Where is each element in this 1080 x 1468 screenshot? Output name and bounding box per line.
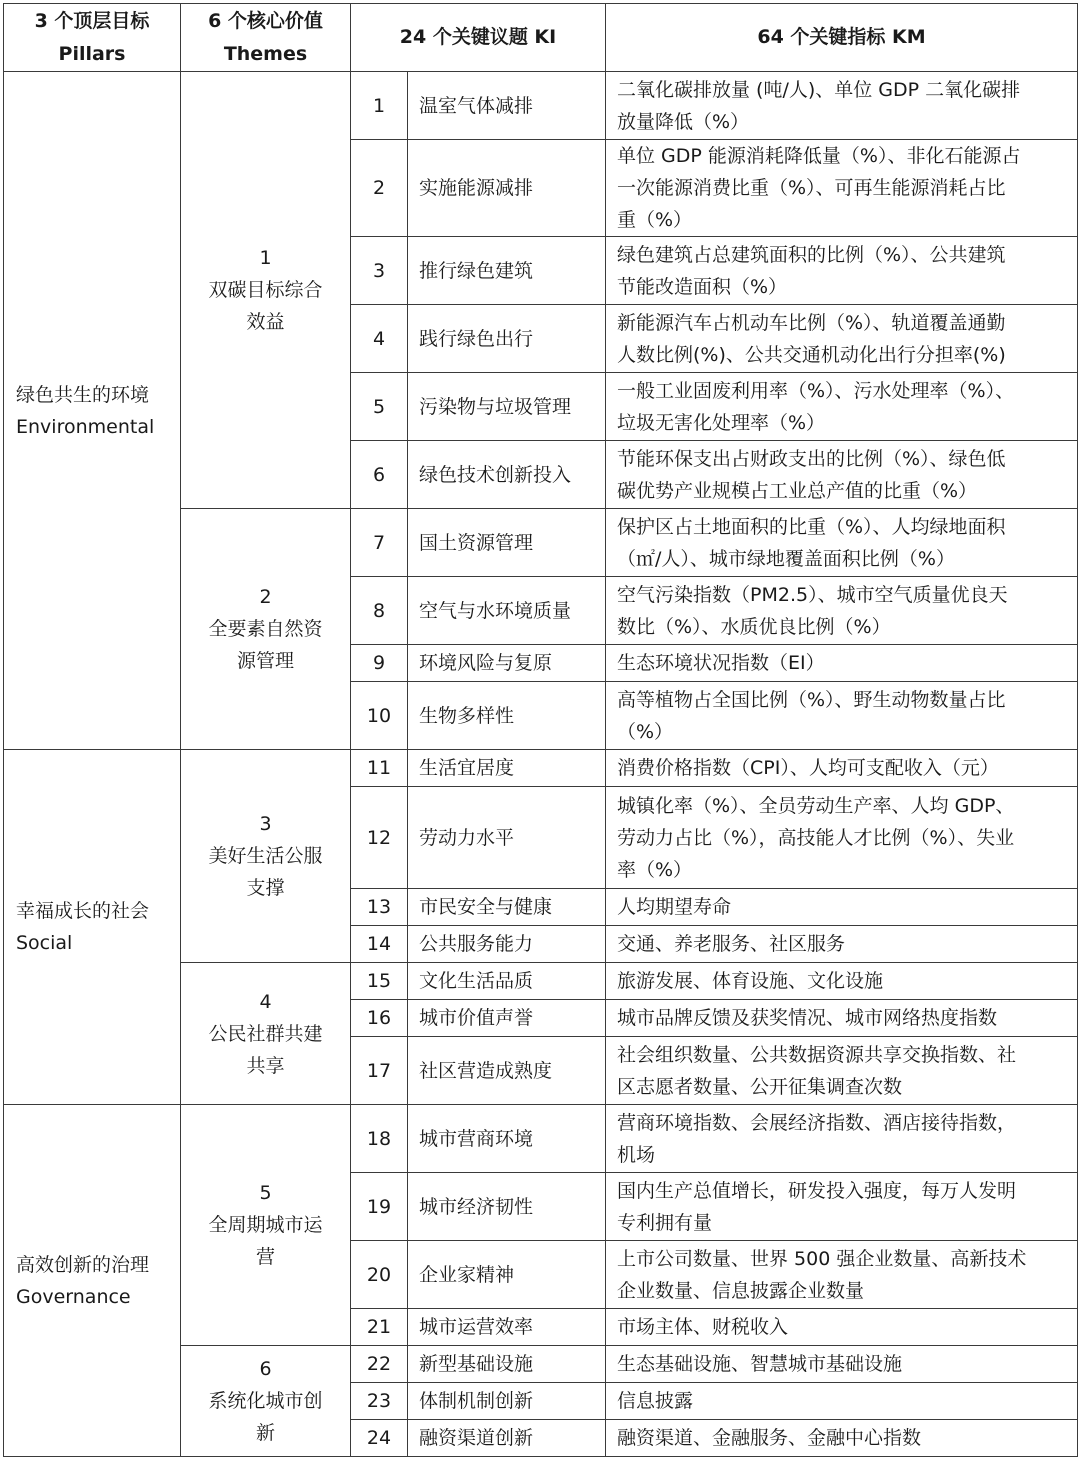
issue-number: 13 (351, 889, 408, 926)
metrics-cell (606, 305, 1078, 373)
metrics-line: 节能环保支出占财政支出的比例（%）、绿色低 (617, 447, 1006, 470)
metrics-cell (606, 682, 1078, 750)
issue-number: 6 (351, 441, 408, 509)
metrics-cell (606, 237, 1078, 305)
theme-cell (181, 72, 351, 509)
metrics-line: 高等植物占全国比例（%）、野生动物数量占比 (617, 688, 1006, 711)
pillar-cell (4, 72, 181, 750)
issue-name: 践行绿色出行 (408, 305, 606, 373)
metrics-line: 生态基础设施、智慧城市基础设施 (617, 1353, 903, 1375)
pillar-en: Environmental (16, 415, 155, 438)
issue-name: 推行绿色建筑 (408, 237, 606, 305)
metrics-line: （㎡/人）、城市绿地覆盖面积比例（%） (617, 547, 955, 570)
metrics-line: 新能源汽车占机动车比例（%）、轨道覆盖通勤 (617, 311, 1006, 334)
theme-label-line: 公民社群共建 (208, 1022, 323, 1045)
issue-name: 环境风险与复原 (408, 645, 606, 682)
issue-name: 污染物与垃圾管理 (408, 373, 606, 441)
metrics-line: 绿色建筑占总建筑面积的比例（%）、公共建筑 (617, 243, 1006, 266)
issue-name: 生物多样性 (408, 682, 606, 750)
table-row (4, 750, 1078, 787)
metrics-line: 放量降低（%） (617, 110, 750, 133)
issue-name: 文化生活品质 (408, 963, 606, 1000)
pillar-cn: 绿色共生的环境 (16, 383, 150, 406)
issue-number: 12 (351, 787, 408, 889)
metrics-line: 人均期望寿命 (617, 896, 732, 918)
metrics-line: 垃圾无害化处理率（%） (617, 411, 826, 434)
issue-number: 20 (351, 1241, 408, 1309)
issue-number: 1 (351, 72, 408, 140)
metrics-line: 保护区占土地面积的比重（%）、人均绿地面积 (617, 515, 1006, 538)
metrics-line: 市场主体、财税收入 (617, 1316, 789, 1338)
metrics-cell (606, 1346, 1078, 1383)
metrics-line: 空气污染指数（PM2.5）、城市空气质量优良天 (617, 583, 1008, 606)
table-row (4, 72, 1078, 140)
metrics-cell (606, 72, 1078, 140)
theme-label-line: 系统化城市创 (208, 1390, 323, 1412)
theme-number: 6 (259, 1358, 272, 1380)
metrics-line: 数比（%）、水质优良比例（%） (617, 615, 891, 638)
theme-cell (181, 1346, 351, 1457)
metrics-line: 国内生产总值增长，研发投入强度，每万人发明 (617, 1179, 1017, 1202)
indicator-table (3, 3, 1078, 1457)
issue-name: 城市价值声誉 (408, 1000, 606, 1037)
issue-number: 14 (351, 926, 408, 963)
metrics-cell (606, 1241, 1078, 1309)
header-metrics: 64 个关键指标 KM (606, 4, 1078, 72)
theme-number: 4 (259, 990, 272, 1013)
metrics-cell (606, 1037, 1078, 1105)
theme-label-line: 效益 (246, 311, 285, 333)
issue-number: 7 (351, 509, 408, 577)
metrics-cell (606, 441, 1078, 509)
theme-label-line: 新 (255, 1422, 275, 1444)
theme-label-line: 全周期城市运 (208, 1214, 323, 1236)
theme-label-line: 全要素自然资 (208, 618, 323, 640)
metrics-line: 机场 (617, 1143, 656, 1166)
metrics-cell (606, 1000, 1078, 1037)
metrics-line: 专利拥有量 (617, 1211, 713, 1234)
theme-label-line: 支撑 (246, 877, 285, 899)
metrics-line: 单位 GDP 能源消耗降低量（%）、非化石能源占 (617, 145, 1021, 167)
pillar-cn: 高效创新的治理 (16, 1253, 150, 1276)
metrics-line: 城镇化率（%）、全员劳动生产率、人均 GDP、 (617, 794, 1015, 817)
issue-name: 劳动力水平 (408, 787, 606, 889)
issue-number: 17 (351, 1037, 408, 1105)
metrics-line: 城市品牌反馈及获奖情况、城市网络热度指数 (617, 1007, 998, 1029)
issue-name: 社区营造成熟度 (408, 1037, 606, 1105)
issue-name: 城市经济韧性 (408, 1173, 606, 1241)
issue-name: 空气与水环境质量 (408, 577, 606, 645)
metrics-line: 率（%） (617, 858, 693, 881)
metrics-line: 节能改造面积（%） (617, 275, 788, 298)
issue-number: 23 (351, 1383, 408, 1420)
metrics-line: 一次能源消费比重（%）、可再生能源消耗占比 (617, 177, 1006, 199)
pillar-en: Social (16, 932, 73, 954)
metrics-cell (606, 645, 1078, 682)
table-body (4, 4, 1078, 1457)
metrics-cell (606, 787, 1078, 889)
issue-name: 实施能源减排 (408, 140, 606, 237)
issue-number: 9 (351, 645, 408, 682)
pillar-en: Governance (16, 1285, 131, 1308)
metrics-line: 融资渠道、金融服务、金融中心指数 (617, 1427, 922, 1449)
metrics-cell (606, 889, 1078, 926)
theme-cell (181, 750, 351, 963)
issue-number: 10 (351, 682, 408, 750)
pillar-cell (4, 750, 181, 1105)
theme-label-line: 双碳目标综合 (208, 279, 323, 301)
issue-name: 国土资源管理 (408, 509, 606, 577)
pillar-cell (4, 1105, 181, 1457)
header-issues: 24 个关键议题 KI (351, 4, 606, 72)
issue-number: 19 (351, 1173, 408, 1241)
metrics-line: 消费价格指数（CPI）、人均可支配收入（元） (617, 757, 999, 779)
metrics-cell (606, 509, 1078, 577)
metrics-line: 企业数量、信息披露企业数量 (617, 1279, 865, 1302)
metrics-cell (606, 1173, 1078, 1241)
metrics-line: 交通、养老服务、社区服务 (617, 933, 846, 955)
issue-number: 2 (351, 140, 408, 237)
metrics-line: 信息披露 (617, 1390, 694, 1412)
issue-name: 市民安全与健康 (408, 889, 606, 926)
header-pillars: 3 个顶层目标 Pillars (4, 4, 181, 72)
issue-name: 融资渠道创新 (408, 1420, 606, 1457)
issue-number: 5 (351, 373, 408, 441)
metrics-line: 碳优势产业规模占工业总产值的比重（%） (617, 479, 978, 502)
issue-name: 城市运营效率 (408, 1309, 606, 1346)
issue-name: 绿色技术创新投入 (408, 441, 606, 509)
issue-number: 22 (351, 1346, 408, 1383)
metrics-line: 劳动力占比（%），高技能人才比例（%）、失业 (617, 826, 1015, 849)
pillar-cn: 幸福成长的社会 (16, 900, 150, 922)
metrics-line: 一般工业固废利用率（%）、污水处理率（%）、 (617, 379, 1015, 402)
issue-name: 新型基础设施 (408, 1346, 606, 1383)
theme-number: 3 (259, 813, 272, 835)
issue-number: 4 (351, 305, 408, 373)
theme-label-line: 营 (255, 1246, 275, 1268)
metrics-line: 上市公司数量、世界 500 强企业数量、高新技术 (617, 1247, 1027, 1270)
metrics-line: （%） (617, 720, 674, 743)
metrics-line: 二氧化碳排放量 (吨/人)、单位 GDP 二氧化碳排 (617, 78, 1021, 101)
metrics-cell (606, 750, 1078, 787)
metrics-line: 营商环境指数、会展经济指数、酒店接待指数， (617, 1111, 1017, 1134)
issue-number: 8 (351, 577, 408, 645)
theme-label-line: 源管理 (236, 650, 294, 672)
issue-name: 城市营商环境 (408, 1105, 606, 1173)
metrics-cell (606, 140, 1078, 237)
theme-cell (181, 509, 351, 750)
theme-number: 5 (259, 1182, 272, 1204)
issue-name: 生活宜居度 (408, 750, 606, 787)
metrics-cell (606, 1309, 1078, 1346)
metrics-line: 旅游发展、体育设施、文化设施 (617, 970, 884, 992)
issue-name: 公共服务能力 (408, 926, 606, 963)
issue-number: 15 (351, 963, 408, 1000)
issue-name: 温室气体减排 (408, 72, 606, 140)
theme-cell (181, 1105, 351, 1346)
metrics-line: 重（%） (617, 209, 693, 231)
table-row (4, 1105, 1078, 1173)
metrics-cell (606, 1383, 1078, 1420)
metrics-line: 人数比例(%)、公共交通机动化出行分担率(%) (617, 343, 1006, 366)
theme-label-line: 共享 (246, 1054, 285, 1077)
theme-cell (181, 963, 351, 1105)
metrics-line: 生态环境状况指数（EI） (617, 652, 825, 674)
issue-number: 18 (351, 1105, 408, 1173)
theme-number: 2 (259, 586, 272, 608)
metrics-line: 社会组织数量、公共数据资源共享交换指数、社 (617, 1043, 1017, 1066)
header-row (4, 4, 1078, 72)
issue-number: 11 (351, 750, 408, 787)
issue-name: 体制机制创新 (408, 1383, 606, 1420)
theme-label-line: 美好生活公服 (208, 845, 323, 867)
metrics-cell (606, 1420, 1078, 1457)
issue-number: 24 (351, 1420, 408, 1457)
metrics-line: 区志愿者数量、公开征集调查次数 (617, 1075, 903, 1098)
header-themes: 6 个核心价值 Themes (181, 4, 351, 72)
metrics-cell (606, 1105, 1078, 1173)
metrics-cell (606, 373, 1078, 441)
issue-number: 16 (351, 1000, 408, 1037)
issue-name: 企业家精神 (408, 1241, 606, 1309)
metrics-cell (606, 963, 1078, 1000)
metrics-cell (606, 926, 1078, 963)
metrics-cell (606, 577, 1078, 645)
issue-number: 21 (351, 1309, 408, 1346)
issue-number: 3 (351, 237, 408, 305)
theme-number: 1 (259, 247, 272, 269)
